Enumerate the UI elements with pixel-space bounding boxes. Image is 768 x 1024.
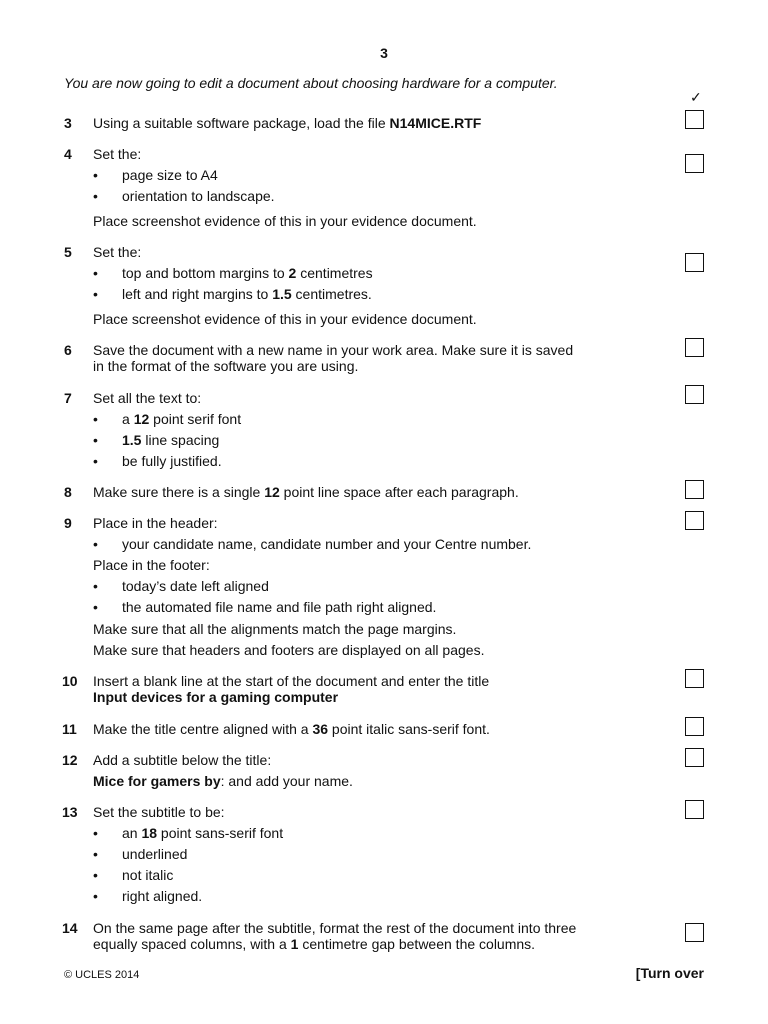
question-13-bullet-2: underlined xyxy=(122,846,188,862)
bullet-icon: • xyxy=(93,867,98,883)
question-10-line-2: Input devices for a gaming computer xyxy=(93,689,339,705)
question-7-bullet-3: be fully justified. xyxy=(122,453,222,469)
question-9-number: 9 xyxy=(64,515,72,531)
question-11-text: Make the title centre aligned with a 36 point italic sans-serif font. xyxy=(93,721,490,737)
bullet-icon: • xyxy=(93,188,98,204)
question-7-bullet-1: a 12 point serif font xyxy=(122,411,242,427)
question-9-text: Place in the header: xyxy=(93,515,218,531)
question-4-text: Set the: xyxy=(93,146,142,162)
bullet-icon: • xyxy=(93,453,98,469)
bullet-icon: • xyxy=(93,432,98,448)
question-7-bullet-2: 1.5 line spacing xyxy=(122,432,220,448)
bullet-icon: • xyxy=(93,286,98,302)
question-9-checkbox[interactable] xyxy=(685,511,704,530)
question-3-text: Using a suitable software package, load the file N14MICE.RTF xyxy=(93,115,482,131)
bullet-icon: • xyxy=(93,411,98,427)
question-8-number: 8 xyxy=(64,484,72,500)
intro-text: You are now going to edit a document about choosing hardware for a computer. xyxy=(64,75,558,91)
bullet-icon: • xyxy=(93,888,98,904)
question-7-checkbox[interactable] xyxy=(685,385,704,404)
bullet-icon: • xyxy=(93,265,98,281)
question-8-text: Make sure there is a single 12 point line space after each paragraph. xyxy=(93,484,519,500)
question-6-line-1: Save the document with a new name in your work area. Make sure it is saved xyxy=(93,342,574,358)
question-9-bullet-1: your candidate name, candidate number and your Centre number. xyxy=(122,536,532,552)
question-6-checkbox[interactable] xyxy=(685,338,704,357)
question-13-bullet-4: right aligned. xyxy=(122,888,203,904)
question-10-checkbox[interactable] xyxy=(685,669,704,688)
footer-copyright: © UCLES 2014 xyxy=(64,969,140,981)
question-10-line-1: Insert a blank line at the start of the document and enter the title xyxy=(93,673,490,689)
question-11-number: 11 xyxy=(62,721,77,737)
question-4-after: Place screenshot evidence of this in your evidence document. xyxy=(93,213,477,229)
question-14-checkbox[interactable] xyxy=(685,923,704,942)
question-5-bullet-2: left and right margins to 1.5 centimetres. xyxy=(122,286,372,302)
question-6-number: 6 xyxy=(64,342,72,358)
question-4-checkbox[interactable] xyxy=(685,154,704,173)
question-12-text: Add a subtitle below the title: xyxy=(93,752,272,768)
bullet-icon: • xyxy=(93,167,98,183)
question-7-text: Set all the text to: xyxy=(93,390,202,406)
bullet-icon: • xyxy=(93,578,98,594)
question-7-number: 7 xyxy=(64,390,72,406)
question-4-bullet-1: page size to A4 xyxy=(122,167,218,183)
question-10-number: 10 xyxy=(62,673,78,689)
question-9-line-a: Make sure that all the alignments match the page margins. xyxy=(93,621,457,637)
bullet-icon: • xyxy=(93,825,98,841)
question-6-line-2: in the format of the software you are using. xyxy=(93,358,359,374)
question-5-number: 5 xyxy=(64,244,72,260)
question-12-line-2: Mice for gamers by: and add your name. xyxy=(93,773,353,789)
question-12-checkbox[interactable] xyxy=(685,748,704,767)
question-14-line-1: On the same page after the subtitle, format the rest of the document into three xyxy=(93,920,577,936)
question-13-bullet-3: not italic xyxy=(122,867,174,883)
page-number: 3 xyxy=(380,45,388,61)
question-5-after: Place screenshot evidence of this in your evidence document. xyxy=(93,311,477,327)
footer-turn-over: [Turn over xyxy=(635,965,704,981)
question-11-checkbox[interactable] xyxy=(685,717,704,736)
question-8-checkbox[interactable] xyxy=(685,480,704,499)
question-13-number: 13 xyxy=(62,804,78,820)
question-9-text-2: Place in the footer: xyxy=(93,557,210,573)
question-12-number: 12 xyxy=(62,752,78,768)
question-3-number: 3 xyxy=(64,115,72,131)
question-9-bullet-2: today’s date left aligned xyxy=(122,578,269,594)
bullet-icon: • xyxy=(93,599,98,615)
tick-mark-icon: ✓ xyxy=(690,89,702,105)
bullet-icon: • xyxy=(93,536,98,552)
question-5-checkbox[interactable] xyxy=(685,253,704,272)
question-5-text: Set the: xyxy=(93,244,142,260)
question-14-number: 14 xyxy=(62,920,78,936)
question-4-number: 4 xyxy=(64,146,72,162)
question-3-checkbox[interactable] xyxy=(685,110,704,129)
bullet-icon: • xyxy=(93,846,98,862)
question-13-bullet-1: an 18 point sans-serif font xyxy=(122,825,284,841)
question-14-line-2: equally spaced columns, with a 1 centimetre gap between the columns. xyxy=(93,936,536,952)
question-9-bullet-3: the automated file name and file path right aligned. xyxy=(122,599,437,615)
question-13-text: Set the subtitle to be: xyxy=(93,804,225,820)
question-9-line-b: Make sure that headers and footers are displayed on all pages. xyxy=(93,642,485,658)
question-4-bullet-2: orientation to landscape. xyxy=(122,188,275,204)
question-13-checkbox[interactable] xyxy=(685,800,704,819)
question-5-bullet-1: top and bottom margins to 2 centimetres xyxy=(122,265,373,281)
